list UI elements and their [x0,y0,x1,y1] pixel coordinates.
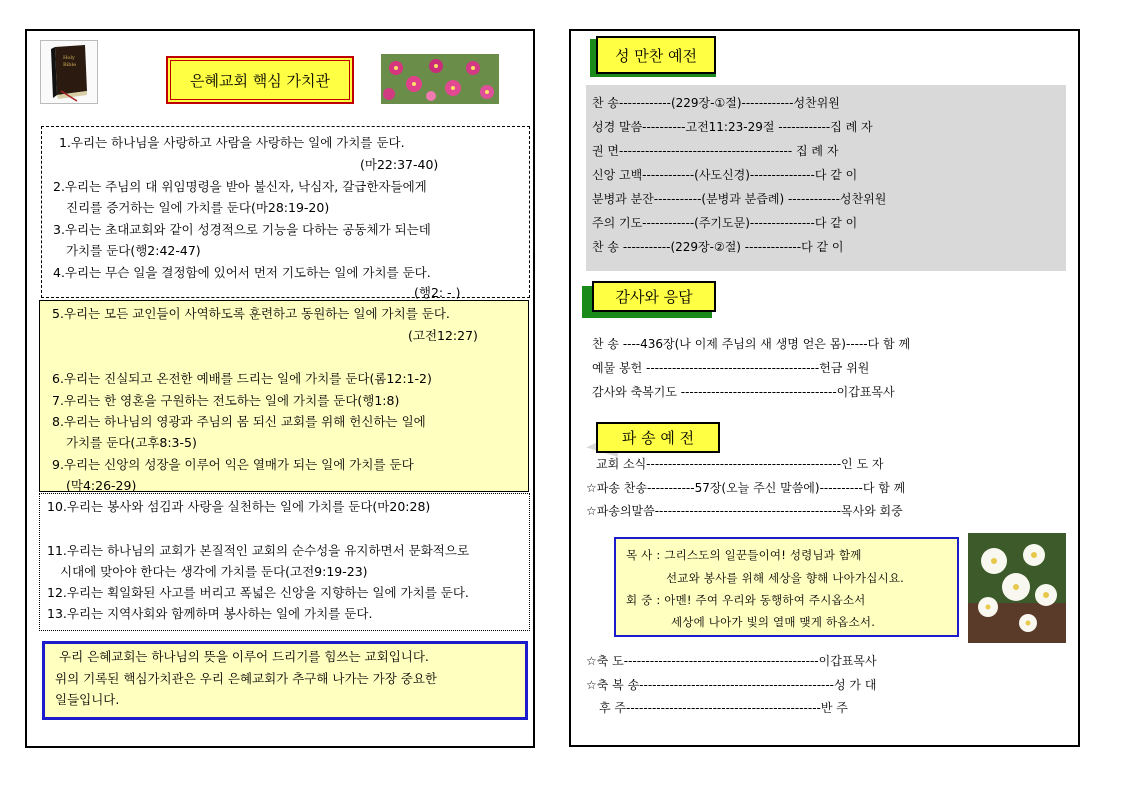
order-row: 교회 소식---------------------------------------------인 도 자 [596,457,884,471]
value-item: 가치를 둔다(고후8:3-5) [66,435,197,450]
value-item: 1.우리는 하나님을 사랑하고 사람을 사랑하는 일에 가치를 둔다. [59,135,405,150]
order-row: 주의 기도------------(주기도문)---------------다 같 이 [592,216,858,230]
value-item: 4.우리는 무슨 일을 결정함에 있어서 먼저 기도하는 일에 가치를 둔다. [53,265,431,280]
value-ref: (마22:37-40) [360,157,439,172]
value-item: 5.우리는 모든 교인들이 사역하도록 훈련하고 동원하는 일에 가치를 둔다. [52,306,450,321]
order-row: 찬 송 ----436장(나 이제 주님의 새 생명 얻은 몸)-----다 함 께 [592,337,911,351]
value-item: 13.우리는 지역사회와 함께하며 봉사하는 일에 가치를 둔다. [47,606,373,621]
value-item: 2.우리는 주님의 대 위임명령을 받아 불신자, 낙심자, 갈급한자들에게 [53,179,427,194]
order-row: 예물 봉헌 ----------------------------------------헌금 위원 [592,361,870,375]
litany-line: 목 사 : 그리스도의 일꾼들이여! 성령님과 함께 [626,548,862,562]
page-title [166,56,354,104]
order-row: ☆축 도---------------------------------------------이갑표목사 [586,654,877,668]
order-row: 권 면---------------------------------------- 집 례 자 [592,144,839,158]
value-item: 9.우리는 신앙의 성장을 이루어 익은 열매가 되는 일에 가치를 둔다 [52,457,414,472]
closing-line: 우리 은혜교회는 하나님의 뜻을 이루어 드리기를 힘쓰는 교회입니다. [59,649,429,664]
order-row: 찬 송------------(229장-①절)------------성찬위원 [592,96,840,110]
value-item: 3.우리는 초대교회와 같이 성경적으로 기능을 다하는 공동체가 되는데 [53,222,431,237]
order-row: 분병과 분잔-----------(분병과 분즙례) ------------성찬위원 [592,192,887,206]
value-item: 12.우리는 획일화된 사고를 버리고 폭넓은 신앙을 지향하는 일에 가치를 둔다. [47,585,469,600]
bible-book-icon [40,40,98,104]
closing-line: 위의 기록된 핵심가치관은 우리 은혜교회가 추구해 나가는 가장 중요한 [55,671,437,686]
section1-list [586,85,1066,271]
values-box-1 [41,126,530,298]
values-box-2 [39,300,529,492]
value-item: 10.우리는 봉사와 섬김과 사랑을 실천하는 일에 가치를 둔다(마20:28) [47,499,431,514]
value-item: 6.우리는 진실되고 온전한 예배를 드리는 일에 가치를 둔다(롬12:1-2) [52,371,432,386]
closing-line: 일들입니다. [55,692,120,707]
order-row: 성경 말씀----------고전11:23-29절 ------------집 례 자 [592,120,873,134]
value-ref: (막4:26-29) [66,478,137,493]
section1-title: 성 만찬 예전 [596,36,716,74]
litany-box [614,537,959,637]
value-item: 8.우리는 하나님의 영광과 주님의 몸 되신 교회를 위해 헌신하는 일에 [52,414,426,429]
svg-text:Bible: Bible [63,62,77,68]
value-item: 시대에 맞아야 한다는 생각에 가치를 둔다(고전9:19-23) [60,564,368,579]
value-item: 11.우리는 하나님의 교회가 본질적인 교회의 순수성을 유지하면서 문화적으로 [47,543,470,558]
section3-title: 파 송 예 전 [596,422,720,453]
value-ref: (행2: - ) [414,285,461,300]
value-ref: (고전12:27) [408,328,478,343]
pink-flowers-image [381,54,499,104]
value-item: 진리를 증거하는 일에 가치를 둔다(마28:19-20) [66,200,330,215]
order-row: ☆파송 찬송-----------57장(오늘 주신 말씀에)----------다 함 께 [586,481,906,495]
litany-line: 세상에 나아가 빛의 열매 맺게 하옵소서. [671,615,876,629]
litany-line: 회 중 : 아멘! 주여 우리와 동행하여 주시옵소서 [626,593,866,607]
order-row: ☆파송의말씀-------------------------------------------목사와 회중 [586,504,903,518]
order-row: 감사와 축복기도 ------------------------------------이갑표목사 [592,385,895,399]
values-box-3 [39,493,530,631]
order-row: ☆축 복 송---------------------------------------------성 가 대 [586,678,877,692]
closing-statement-box [42,641,528,720]
white-flowers-image [968,533,1066,643]
value-item: 7.우리는 한 영혼을 구원하는 전도하는 일에 가치를 둔다(행1:8) [52,393,400,408]
order-row: 후 주---------------------------------------------반 주 [599,701,848,715]
page-title-text: 은혜교회 핵심 가치관 [170,60,350,100]
section2-title: 감사와 응답 [592,281,716,312]
order-row: 찬 송 -----------(229장-②절) -------------다 같 이 [592,240,844,254]
order-row: 신앙 고백------------(사도신경)---------------다 같 이 [592,168,858,182]
svg-text:Holy: Holy [63,55,75,61]
litany-line: 선교와 봉사를 위해 세상을 향해 나아가십시요. [666,571,905,585]
value-item: 가치를 둔다(행2:42-47) [66,243,201,258]
